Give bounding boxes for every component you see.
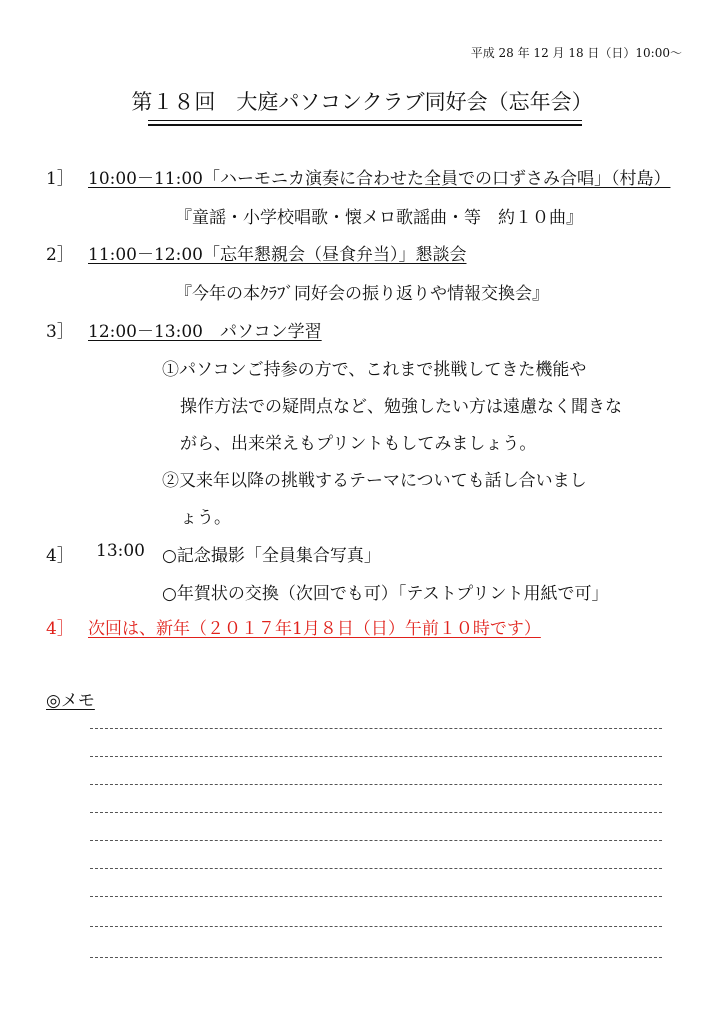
memo-line [90, 926, 662, 927]
item-4-point-2: ○年賀状の交換（次回でも可）「テストプリント用紙で可」 [162, 584, 609, 604]
memo-line [90, 957, 662, 958]
item-1-headline: 10:00－11:00「ハーモニカ演奏に合わせた全員での口ずさみ合唱」（村島） [88, 169, 671, 189]
item-3-headline: 12:00－13:00 パソコン学習 [88, 322, 322, 342]
next-meeting-text: 次回は、新年（２０１７年1月８日（日）午前１０時です） [88, 619, 541, 639]
memo-line [90, 840, 662, 841]
memo-line [90, 728, 662, 729]
document-title: 第１８回 大庭パソコンクラブ同好会（忘年会） [131, 90, 593, 114]
memo-line [90, 896, 662, 897]
item-2-headline: 11:00－12:00「忘年懇親会（昼食弁当）」懇談会 [88, 245, 467, 265]
next-meeting-number: 4］ [46, 619, 74, 639]
item-2-number: 2］ [46, 245, 74, 265]
item-4-number: 4］ [46, 546, 74, 566]
memo-line [90, 868, 662, 869]
item-4-time: 13:00 [96, 541, 145, 561]
memo-line [90, 756, 662, 757]
item-3-detail-4: ②又来年以降の挑戦するテーマについても話し合いまし [162, 471, 587, 491]
memo-line [90, 784, 662, 785]
item-3-number: 3］ [46, 322, 74, 342]
title-rule-thick [148, 124, 582, 126]
item-3-detail-2: 操作方法での疑問点など、勉強したい方は遠慮なく聞きな [180, 397, 622, 417]
memo-line [90, 812, 662, 813]
item-1-number: 1］ [46, 169, 74, 189]
next-meeting-notice [88, 614, 541, 639]
item-3-detail-3: がら、出来栄えもプリントもしてみましょう。 [180, 434, 537, 454]
title-rule-thin [148, 120, 582, 121]
item-3-detail-1: ①パソコンご持参の方で、これまで挑戦してきた機能や [162, 360, 587, 380]
item-3-detail-5: ょう。 [180, 508, 231, 528]
item-2-sub: 『今年の本ｸﾗﾌﾞ同好会の振り返りや情報交換会』 [175, 284, 549, 304]
item-1-sub: 『童謡・小学校唱歌・懐メロ歌謡曲・等 約１０曲』 [175, 208, 583, 228]
document-date: 平成 28 年 12 月 18 日（日）10:00～ [470, 46, 682, 60]
item-4-point-1: ○記念撮影「全員集合写真」 [162, 546, 381, 566]
memo-label: ◎メモ [46, 691, 95, 711]
